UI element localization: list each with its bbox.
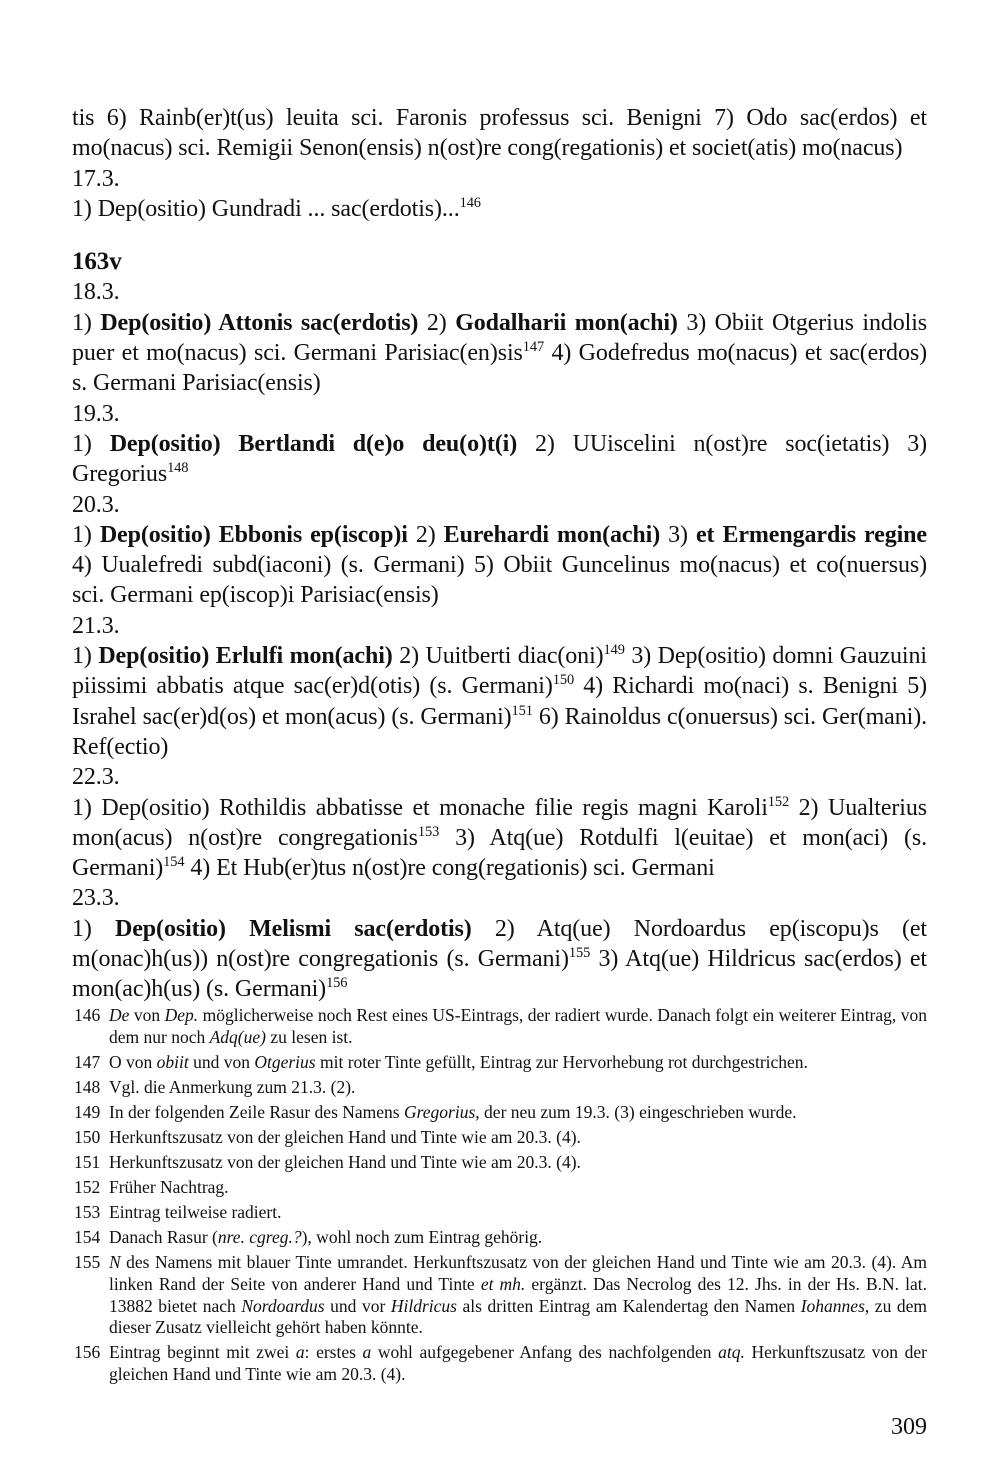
text-span: 2) Uuitberti diac(oni)	[399, 643, 604, 670]
entry-paragraph	[72, 520, 927, 611]
bold-span: Dep(ositio) Ebbonis ep(iscop)i	[99, 521, 408, 548]
text-span: 1) Dep(ositio) Gundradi ... sac(erdotis)...	[72, 195, 460, 222]
text-span: 2) UUiscelini n(ost)re soc(ietatis) 3) Gregorius	[72, 430, 928, 488]
entry-paragraph	[72, 914, 927, 1005]
text-span: 2)	[426, 309, 447, 336]
italic-span: a	[362, 1342, 372, 1363]
text-span: 1)	[72, 309, 92, 336]
text-span: 2) Atq(ue) Nordoardus ep(iscopu)s (et m(onac)h(us)) n(ost)re congregationis (s. Germani)	[72, 915, 927, 973]
text-span: möglicherweise noch Rest eines US-Eintrags, der radiert wurde. Danach folgt ein weiterer Eintrag, von dem nur noch	[109, 1005, 927, 1047]
text-span: 1)	[72, 915, 92, 942]
text-span: 1)	[72, 521, 92, 548]
date-heading: 19.3.	[72, 400, 120, 427]
date-heading: 20.3.	[72, 491, 120, 518]
text-span: 4) Richardi mo(naci) s. Benigni 5) Israhel sac(er)d(os) et mon(acus) (s. Germani)	[72, 673, 928, 730]
footnote	[72, 1005, 927, 1048]
entry-paragraph	[72, 429, 927, 490]
bold-span: Dep(ositio) Bertlandi d(e)o deu(o)t(i)	[109, 430, 518, 457]
footnote-number: 146	[74, 1005, 101, 1025]
text-span: 4) Uualefredi subd(iaconi) (s. Germani) 5) Obiit Guncelinus mo(nacus) et co(nuersus) sci. Germani ep(iscop)i Parisiac(ensis)	[72, 552, 927, 609]
text-span: 1)	[72, 430, 92, 457]
footnote-ref: 147	[522, 339, 545, 356]
text-span: 3) Dep(ositio) domni Gauzuini piissimi abbatis atque sac(er)d(otis) (s. Germani)	[72, 643, 927, 700]
footnote-ref: 146	[459, 194, 481, 211]
text-span: : erstes	[304, 1342, 363, 1363]
text-span: 4) Godefredus mo(nacus) et sac(erdos) s. Germani Parisiac(ensis)	[72, 340, 927, 397]
italic-span: Adq(ue)	[209, 1026, 266, 1047]
footnote	[72, 1102, 927, 1124]
footnote-number: 148	[74, 1076, 101, 1097]
footnote-number: 151	[74, 1152, 101, 1173]
italic-span: Otgerius	[254, 1051, 316, 1072]
footnote-number: 154	[74, 1227, 101, 1248]
folio-heading: 163v	[72, 248, 122, 276]
bold-span: et Ermengardis regine	[695, 521, 927, 548]
text-span: Eintrag teilweise radiert.	[109, 1202, 282, 1223]
text-span: Herkunftszusatz von der gleichen Hand und Tinte wie am 20.3. (4).	[109, 1126, 581, 1147]
text-span: und vor	[324, 1295, 391, 1316]
footnote	[72, 1177, 927, 1199]
text-span: des Namens mit blauer Tinte umrandet. Herkunftszusatz von der gleichen Hand und Tinte wie am 20.3. (4). Am linken Rand der Seite von anderer Hand und Tinte	[109, 1252, 927, 1295]
bold-span: Dep(ositio) Melismi sac(erdotis)	[115, 915, 472, 942]
text-span: tis 6) Rainb(er)t(us) leuita sci. Faronis professus sci. Benigni 7) Odo sac(erdos) et mo(nacus) sci. Remigii Senon(ensis) n(ost)re cong(regationis) et societ(atis) mo(nacus)	[72, 105, 927, 162]
text-span: ergänzt. Das Necrolog des 12. Jhs. in der Hs. B.N. lat. 13882 bietet nach	[109, 1274, 927, 1316]
footnote-number: 150	[74, 1126, 101, 1147]
footnote-ref: 149	[603, 642, 625, 659]
text-span: , der neu zum 19.3. (3) eingeschrieben wurde.	[475, 1101, 797, 1122]
text-span: und von	[188, 1051, 255, 1072]
text-span: 3)	[668, 521, 688, 548]
footnote-number: 155	[74, 1252, 101, 1273]
footnote-number: 147	[74, 1051, 101, 1072]
footnote	[72, 1202, 927, 1224]
text-span: Früher Nachtrag.	[109, 1177, 229, 1198]
italic-span: De	[109, 1005, 130, 1025]
italic-span: N	[109, 1252, 121, 1273]
entry-paragraph	[72, 194, 927, 224]
bold-span: Godalharii mon(achi)	[455, 309, 678, 336]
bold-span: Dep(ositio) Erlulfi mon(achi)	[98, 643, 393, 670]
footnote-number: 149	[74, 1101, 101, 1122]
date-heading: 21.3.	[72, 612, 120, 639]
main-text	[72, 103, 927, 1005]
text-span: 3) Atq(ue) Hildricus sac(erdos) et mon(ac)h(us) (s. Germani)	[72, 946, 927, 1003]
text-span: 1)	[72, 643, 92, 670]
footnote-ref: 156	[326, 975, 348, 992]
footnote	[72, 1077, 927, 1099]
footnote-number: 152	[74, 1177, 101, 1198]
footnote	[72, 1342, 927, 1385]
date-heading: 18.3.	[72, 279, 120, 306]
text-span: 4) Et Hub(er)tus n(ost)re cong(regationis) sci. Germani	[190, 855, 715, 882]
footnote	[72, 1227, 927, 1249]
footnote	[72, 1052, 927, 1074]
footnote-number: 156	[74, 1342, 101, 1363]
text-span: O von	[109, 1051, 157, 1072]
footnote-ref: 148	[167, 460, 189, 477]
text-span: 3) Atq(ue) Rotdulfi l(euitae) et mon(aci) (s. Germani)	[72, 824, 927, 882]
text-span: 2) Uualterius mon(acus) n(ost)re congregationis	[72, 794, 927, 851]
text-span: Eintrag beginnt mit zwei	[109, 1342, 296, 1363]
intro-paragraph	[72, 103, 927, 164]
text-span: als dritten Eintrag am Kalendertag den Namen	[456, 1295, 801, 1316]
italic-span: obiit	[156, 1051, 189, 1072]
italic-span: a	[295, 1342, 305, 1363]
footnotes	[72, 1005, 927, 1389]
text-span: Danach Rasur (	[109, 1227, 218, 1248]
text-span: In der folgenden Zeile Rasur des Namens	[109, 1101, 404, 1122]
italic-span: Gregorius	[403, 1101, 476, 1122]
date-heading: 23.3.	[72, 885, 120, 912]
entry-paragraph	[72, 308, 927, 399]
italic-span: atq.	[718, 1342, 745, 1363]
date-heading: 22.3.	[72, 764, 120, 791]
page-number: 309	[891, 1414, 927, 1440]
text-span: von	[129, 1005, 165, 1025]
date-heading: 17.3.	[72, 165, 120, 192]
italic-span: Iohannes	[800, 1295, 865, 1316]
footnote-ref: 153	[417, 823, 440, 840]
text-span: 6) Rainoldus c(onuersus) sci. Ger(mani). Ref(ectio)	[72, 703, 927, 760]
italic-span: nre. cgreg.?	[217, 1227, 302, 1248]
text-span: , zu dem dieser Zusatz vielleicht gehört haben könnte.	[109, 1295, 927, 1338]
text-span: Vgl. die Anmerkung zum 21.3. (2).	[109, 1076, 356, 1097]
bold-span: Dep(ositio) Attonis sac(erdotis)	[100, 309, 419, 336]
text-span: zu lesen ist.	[265, 1026, 353, 1047]
text-span: Herkunftszusatz von der gleichen Hand und Tinte wie am 20.3. (4).	[109, 1152, 581, 1173]
text-span: Herkunftszusatz von der gleichen Hand und Tinte wie am 20.3. (4).	[109, 1342, 927, 1384]
text-span: 2)	[415, 521, 436, 548]
footnote-ref: 155	[568, 945, 591, 962]
footnote	[72, 1127, 927, 1149]
footnote-ref: 152	[767, 793, 790, 810]
text-span: wohl aufgegebener Anfang des nachfolgenden	[371, 1342, 719, 1363]
entry-paragraph	[72, 793, 927, 884]
text-span: ), wohl noch zum Eintrag gehörig.	[301, 1227, 543, 1248]
footnote-ref: 151	[511, 702, 533, 719]
footnote-ref: 150	[552, 672, 575, 689]
footnote-number: 153	[74, 1202, 101, 1223]
text-span: 1) Dep(ositio) Rothildis abbatisse et monache filie regis magni Karoli	[72, 794, 768, 821]
footnote-ref: 154	[163, 854, 185, 871]
italic-span: et mh.	[480, 1274, 526, 1295]
italic-span: Dep.	[164, 1005, 199, 1025]
text-span: 3) Obiit Otgerius indolis puer et mo(nacus) sci. Germani Parisiac(en)sis	[72, 309, 928, 367]
footnote	[72, 1152, 927, 1174]
bold-span: Eurehardi mon(achi)	[443, 521, 661, 548]
italic-span: Nordoardus	[241, 1295, 325, 1316]
footnote	[72, 1252, 927, 1338]
text-span: mit roter Tinte gefüllt, Eintrag zur Hervorhebung rot durchgestrichen.	[315, 1051, 808, 1072]
entry-paragraph	[72, 641, 927, 762]
italic-span: Hildricus	[390, 1295, 457, 1316]
